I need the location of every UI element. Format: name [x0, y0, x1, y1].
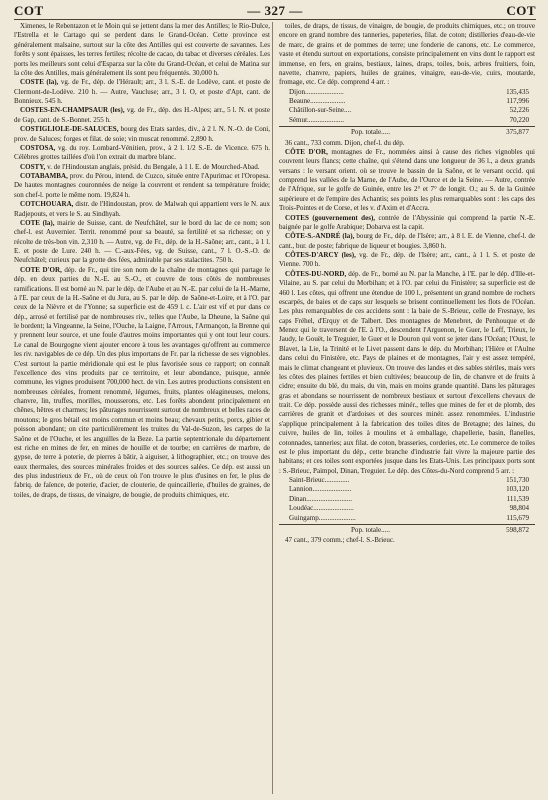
header-left-word: COT — [14, 3, 44, 18]
stat-row: Saint-Brieuc.............. 151,730 — [289, 476, 529, 484]
entry-coste-ga: COSTE (la), vg. de Fr., dép. de l'Hérault; arr., 3 l. S.-E. de Lodève, cant. et poste de Clermont-de-Lodève. 210 h. — Autre, Vaucluse; arr., 3 l. O, et poste d'Apt, cant. de Bonnieux. 545 h. — [14, 78, 270, 105]
entry-title: COSTOSA, — [20, 143, 56, 152]
entry-title: CÔTE D'OR, — [285, 147, 328, 156]
page-number: — 327 — — [247, 3, 303, 18]
entry-title: COTE (la), — [20, 218, 55, 227]
entry-title: COTCHOUARA, — [20, 200, 74, 209]
entry-costigliole: COSTIGLIOLE-DE-SALUCES, bourg des Etats sardes, div., à 2 l. N. N.-O. de Coni, prov. de Saluces; forges et filat. de soie; vin muscat renommé. 2,890 h. — [14, 125, 270, 143]
entry-title: CÔTES-DU-NORD, — [285, 269, 347, 278]
entry-title: COSTY, — [20, 162, 46, 171]
stat-row: Beaune.................... 117,996 — [289, 97, 529, 105]
stat-row: Châtillon-sur-Seine.... 52,226 — [289, 106, 529, 115]
entry-title: COSTIGLIOLE-DE-SALUCES, — [20, 125, 119, 134]
entry-cote-st-andre: CÔTE-S.-ANDRÉ (la), bourg de Fr., dép. de l'Isère; arr., à 8 l. E. de Vienne, chef-l. de cant., bur. de poste; fabrique de liqueur et bougies. 3,860 h. — [279, 232, 535, 250]
stat-row: Dinan.......................... 111,539 — [289, 494, 529, 503]
entry-cotes: COTES (gouvernement des), contrée de l'Abyssinie qui comprend la partie N.-E. baignée par le golfe Arabique; Dobarva est la capit. — [279, 213, 535, 231]
entry-title: COTE D'OR, — [20, 265, 62, 274]
entry-cote-dor-mountains: CÔTE D'OR, montagnes de Fr., nommées ainsi à cause des riches vignobles qui couvrent leurs flancs; cette chaîne, qui s'étend dans une longueur de 36 l., a deux grands versans : le versant orient. où se trouve le bassin de la Saône, et le versant occid. qui comprend les vallées de la Marne, de l'Aube, de l'Ource et de la Seine. — Autre, contrée de l'Afrique, sur le golfe de Guinée, entre les 2° et 7° de longit. O.; au S. de la Guinée supérieure et de l'empire des Achantis; ses points les plus remarquables sont : les caps des Trois-Pointes et de Corse, et les v. d'Axim et d'Accra. — [279, 147, 535, 213]
stat-row: Loudéac....................... 98,804 — [289, 504, 529, 513]
header-rule — [14, 19, 536, 20]
entry-cotes-du-nord: CÔTES-DU-NORD, dép. de Fr., borné au N. par la Manche, à l'E. par le dép. d'Ille-et-Vilaine, au S. par celui du Morbihan; et à l'O. par celui du Finistère; sa superficie est de 460 l. Les côtes, qui offrent une étendue de 100 l., présentent un grand nombre de rochers escarpés, de baies et de caps sur lesquels se brisent continuellement les flots de l'Océan. Les plus remarquables de ces accidens sont : la baie de S.-Brieuc, celle de Fresnaye, les caps Fréhel, d'Erquy et de Talbert. Des montagnes de Menebret, de Penhouque et de Menez qui le traversent de l'E. à l'O., descendent l'Arguenon, le Guer, le Leff, Trieux, le Jaudy, le Gouët, le Treguier, le Guer et le Douron qui vont se jeter dans l'Océan; l'Oust, le Blavet, la Lie, la Trinité et le Livet passent dans le dép. du Morbihan; l'Hière et l'Aulne dans celui du Finistère, etc. Pays de plaines et de montagnes, l'air y est assez tempéré, mais le climat changeant et pluvieux. On trouve des landes et des sables stériles, mais vers les côtes des plaines fertiles et bien cultivées; beaucoup de lin, de chanvre et de fruits à cidre; ensuite du blé, du mais, du vin, mais en moins grande quantité. Dans les pâturages gras et abondans se nourrissent de nombreux bestiaux et surtout d'excellens chevaux de trait. Ce dép. possède aussi des richesses minér., telles que mines de fer et de plomb, des carrières de granit et d'ardoises et des sources minér. assez renommées. L'industrie s'applique principalement à la fabrication des toiles dites de Bretagne; des laines, du cuivre, huiles de lin, toiles à moulins et à emballage, chapellerie, basin, flanelles, cotonnades, tanneries; aux filat. de coton, brasseries, corderies, etc. Le commerce de toiles est le plus important du dép., cette branche d'industrie fait vivre la majeure partie des habitans; et ces toiles sont exportées jusque dans les Etats-Unis. Les principaux ports sont : S.-Brieuc, Paimpol, Dinan, Treguier. Le dép. des Côtes-du-Nord comprend 5 arr. : — [279, 269, 535, 475]
entry-cotes-darcy: CÔTES-D'ARCY (les), vg. de Fr., dép. de l'Isère; arr., cant., à 1 l. S. et poste de Vienne. 700 h. — [279, 251, 535, 269]
stat-row: Guingamp..................... 115,679 — [289, 513, 529, 522]
entry-title: COSTES-EN-CHAMPSAUR (les), — [20, 106, 125, 115]
entry-cotabamba: COTABAMBA, prov. du Pérou, intend. de Cuzco, située entre l'Apurimac et l'Oropesa. De hautes montagnes couronnées de neige la couvrent et rendent sa température froide; son chef-l. porte le même nom. 19,824 h. — [14, 172, 270, 199]
page-header — [14, 3, 536, 19]
entry-costy: COSTY, v. de l'Hindoustan anglais, présid. du Bengale, à 1 l. E. de Mourched-Abad. — [20, 162, 260, 171]
cotes-du-nord-arrondissements — [279, 476, 535, 535]
stat-summary: 36 cant., 733 comm. Dijon, chef-l. du dép. — [285, 138, 405, 147]
cote-dor-arrondissements — [279, 88, 535, 138]
entry-title: CÔTE-S.-ANDRÉ (la), — [285, 232, 355, 241]
entry-title: CÔTES-D'ARCY (les), — [285, 251, 356, 259]
entry-cotchouara: COTCHOUARA, distr. de l'Hindoustan, prov. de Malwah qui appartient vers le N. aux Radjepouts, et vers le S. au Sindhyah. — [14, 200, 270, 218]
continued-paragraph: toiles, de draps, de tissus, de vinaigre, de bougie, de produits chimiques, etc.; on trouve encore en grand nombre des tanneries, papeteries, filat. de coton; distilleries d'eau-de-vie de marc, de grains et de pommes de terre; une fonderie de canons, etc. Le commerce, vaste et étendu surtout en exportations, consiste principalement en vins dont le rapport est immense, en fers, en grains, bestiaux, laines, draps, toiles, bois, arbres fruitiers, foin, navette, chanvre, papiers, huiles de graines, vinaigre, eau-de-vie, cuirs, moutarde, fromage, etc. Ce dép. comprend 4 arr. : — [279, 22, 535, 87]
stat-total: Pop. totale..... 598,872 — [279, 524, 535, 535]
stat-row: Sémur..................... 70,220 — [289, 115, 529, 124]
continued-paragraph: Ximenes, le Rebentazon et le Moin qui se jettent dans la mer des Antilles; le Rio-Dulce, l'Estrella et le Cartago qui se perdent dans le Grand-Océan. Cette province est généralement malsaine, surtout sur la côte des Antilles qui est couverte de savannes. Les forêts y sont épaisses, les terres fertiles; récolte de cacao, du tabac et diverses céréales. Les ports les meilleurs sont celui d'Esparza sur la côte du Grand-Océan, et celui de Matina sur la côte des Antilles, mais généralement ils sont peu fréquentés. 30,000 h. — [14, 22, 270, 77]
entry-title: COTES (gouvernement des), — [285, 213, 376, 222]
stat-total: Pop. totale..... 375,877 — [279, 126, 535, 137]
header-right-word: COT — [506, 3, 536, 18]
stat-row: Lannion...................... 103,120 — [289, 485, 529, 494]
stat-row: Dijon...................... 135,435 — [289, 87, 529, 96]
right-column — [279, 22, 535, 797]
entry-cote-dor: COTE D'OR, dép. de Fr., qui tire son nom de la chaîne de montagnes qui partage le dép. en deux parties du N.-E. au S.-O., et couvre de tous côtés de nombreuses ramifications. Il est borné au N. par le dép. de l'Aube et au N.-E. par celui de la H.-Marne, à l'E. par ceux de la H.-Saône et du Jura, au S. par le dép. de Saône-et-Loire, et à l'O. par ceux de la Nièvre et de l'Yonne; sa superficie est de 459 l. c. L'air est vif et pur dans ce dép., arrosé et fertilisé par de nombreuses riv., telles que l'Aube, la Dheune, la Saône qui le bordent; la Vingeanne, la Seine, l'Ouche, la Laigne, l'Arroux, l'Armançon, la Brenne qui y prennent leur source, et une foule d'autres moins importantes qui y ont tout leur cours. Le canal de Bourgogne vient ajouter encore à tous les avantages qu'offrent au commerce les riv. navigables de ce dép. Un des plus importans de Fr. par la richesse de ses vignobles. C'est surtout la partie méridionale qui est le plus favorisée sous ce rapport; on connaît l'excellence des vins produits par ce territoire, et leur abondance, puisque, année commune, les vignes produisent 700,000 hect. de vin. Les autres productions consistent en nombreuses céréales, froment renommé, légumes, fruits, plantes oléagineuses, melons, chanvre, lin, truffes, morilles, mousserons, etc. Les forêts abondent principalement en chênes, hêtres et charmes; les pâturages nourrissent surtout de nombreux et belles races de moutons; le gros bétail est moins commun et moins beau; chevaux petits, porcs, gibier et poisson abondant; on cite particulièrement les truites du Val-de-Suzon, les carpes de la Saône et de l'Ouche, et les anguilles de la Beze. La partie septentrionale du département est riche en mines de fer, en mines de houille et de tourbe; en carrières de marbre, de gypse, de terre à poterie, de pierres à bâtir, à aiguiser, à lithographier, etc.; on trouve des eaux thermales, des sources minérales froides et des sources salées. Ce dép. est aussi un des plus industrieux de Fr., où de ceux où l'on trouve le plus d'usines en fer, le plus de fabriq. de faïence, de poterie, d'acier, de clouterie, de quincaillerie, d'huiles de graines, de toiles, de draps, de tissus, de vinaigre, de bougie, de produits chimiques, etc. — [14, 265, 270, 499]
column-divider — [272, 22, 273, 794]
entry-costosa: COSTOSA, vg. du roy. Lombard-Vénitien, prov., à 2 l. 1/2 S.-E. de Vicence. 675 h. Célèbres grottes taillées d'où l'on extrait du marbre blanc. — [14, 143, 270, 162]
entry-costes-en-champsaur: COSTES-EN-CHAMPSAUR (les), vg. de Fr., dép. des H.-Alpes; arr., 5 l. N. et poste de Gap, cant. de S.-Bonnet. 255 h. — [14, 106, 270, 124]
left-column — [14, 22, 270, 797]
entry-title: COSTE (la), — [20, 78, 59, 87]
stat-summary: 47 cant., 379 comm.; chef-l. S.-Brieuc. — [285, 536, 395, 545]
entry-cote-la: COTE (la), mairie de Suisse, cant. de Neufchâtel, sur le bord du lac de ce nom; son chef-l. est Auvernier. Territ. renommé pour sa beauté, sa fertilité et sa richesse; on y récolte de très-bon vin. 2,310 h. — Autre, vg. de Fr., dép. de la H.-Saône; arr., cant., à 1 l. E. et poste de Lure. 240 h. — C.-aux-Fées, vg. de Suisse, cant., 7 l. O.-S.-O. de Neufchâtel; curieux par la grotte des fées, admirable par ses stalactites. 750 h. — [14, 218, 270, 265]
entry-title: COTABAMBA, — [20, 172, 68, 180]
